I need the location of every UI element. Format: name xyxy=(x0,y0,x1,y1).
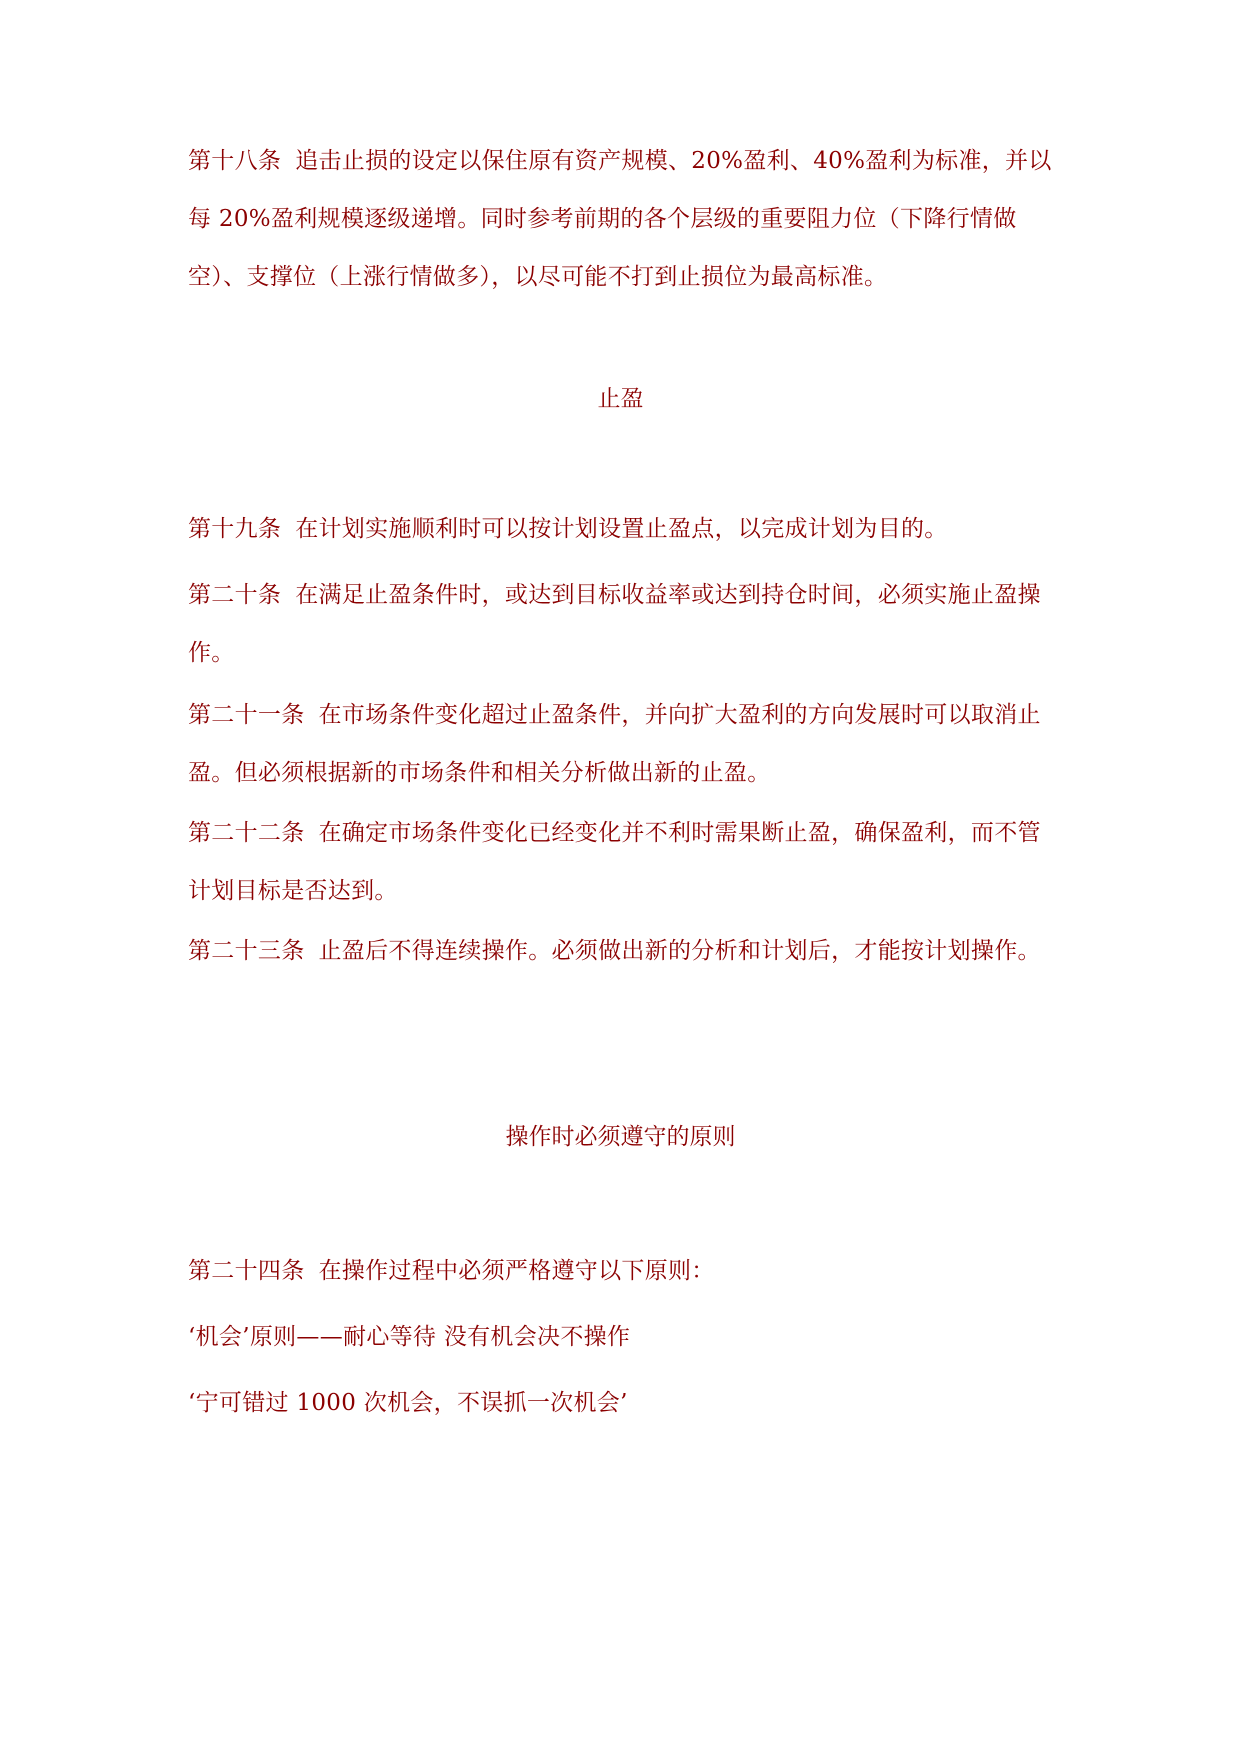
article-24 xyxy=(188,1242,1058,1300)
article-21-label: 第二十一条 xyxy=(188,702,305,728)
article-24-label: 第二十四条 xyxy=(188,1258,305,1284)
article-18-text: 追击止损的设定以保住原有资产规模、20%盈利、40%盈利为标准，并以每 20%盈利规模逐级递增。同时参考前期的各个层级的重要阻力位（下降行情做空）、支撑位（上涨行情做多），以尽可能不打到止损位为最高标准。 xyxy=(188,148,1052,290)
article-23-text: 止盈后不得连续操作。必须做出新的分析和计划后，才能按计划操作。 xyxy=(318,938,1041,964)
article-22-text: 在确定市场条件变化已经变化并不利时需果断止盈，确保盈利，而不管计划目标是否达到。 xyxy=(188,820,1041,904)
article-21-text: 在市场条件变化超过止盈条件，并向扩大盈利的方向发展时可以取消止盈。但必须根据新的市场条件和相关分析做出新的止盈。 xyxy=(188,702,1041,786)
article-24-text: 在操作过程中必须严格遵守以下原则： xyxy=(318,1258,715,1284)
article-22 xyxy=(188,804,1058,920)
section-heading-principles: 操作时必须遵守的原则 xyxy=(505,1124,736,1150)
article-23-label: 第二十三条 xyxy=(188,938,305,964)
principle-opportunity: ‘机会’原则——耐心等待 没有机会决不操作 xyxy=(188,1324,631,1350)
article-19-text: 在计划实施顺利时可以按计划设置止盈点，以完成计划为目的。 xyxy=(295,516,948,542)
article-19 xyxy=(188,500,1058,558)
article-21 xyxy=(188,686,1058,802)
article-18-label: 第十八条 xyxy=(188,148,282,174)
section-heading-take-profit: 止盈 xyxy=(597,386,644,412)
article-19-label: 第十九条 xyxy=(188,516,282,542)
article-22-label: 第二十二条 xyxy=(188,820,305,846)
article-23 xyxy=(188,922,1058,980)
principle-quote: ‘宁可错过 1000 次机会，不误抓一次机会’ xyxy=(188,1390,628,1416)
article-20-text: 在满足止盈条件时，或达到目标收益率或达到持仓时间，必须实施止盈操作。 xyxy=(188,582,1041,666)
article-20 xyxy=(188,566,1058,682)
article-18 xyxy=(188,132,1058,306)
article-20-label: 第二十条 xyxy=(188,582,282,608)
